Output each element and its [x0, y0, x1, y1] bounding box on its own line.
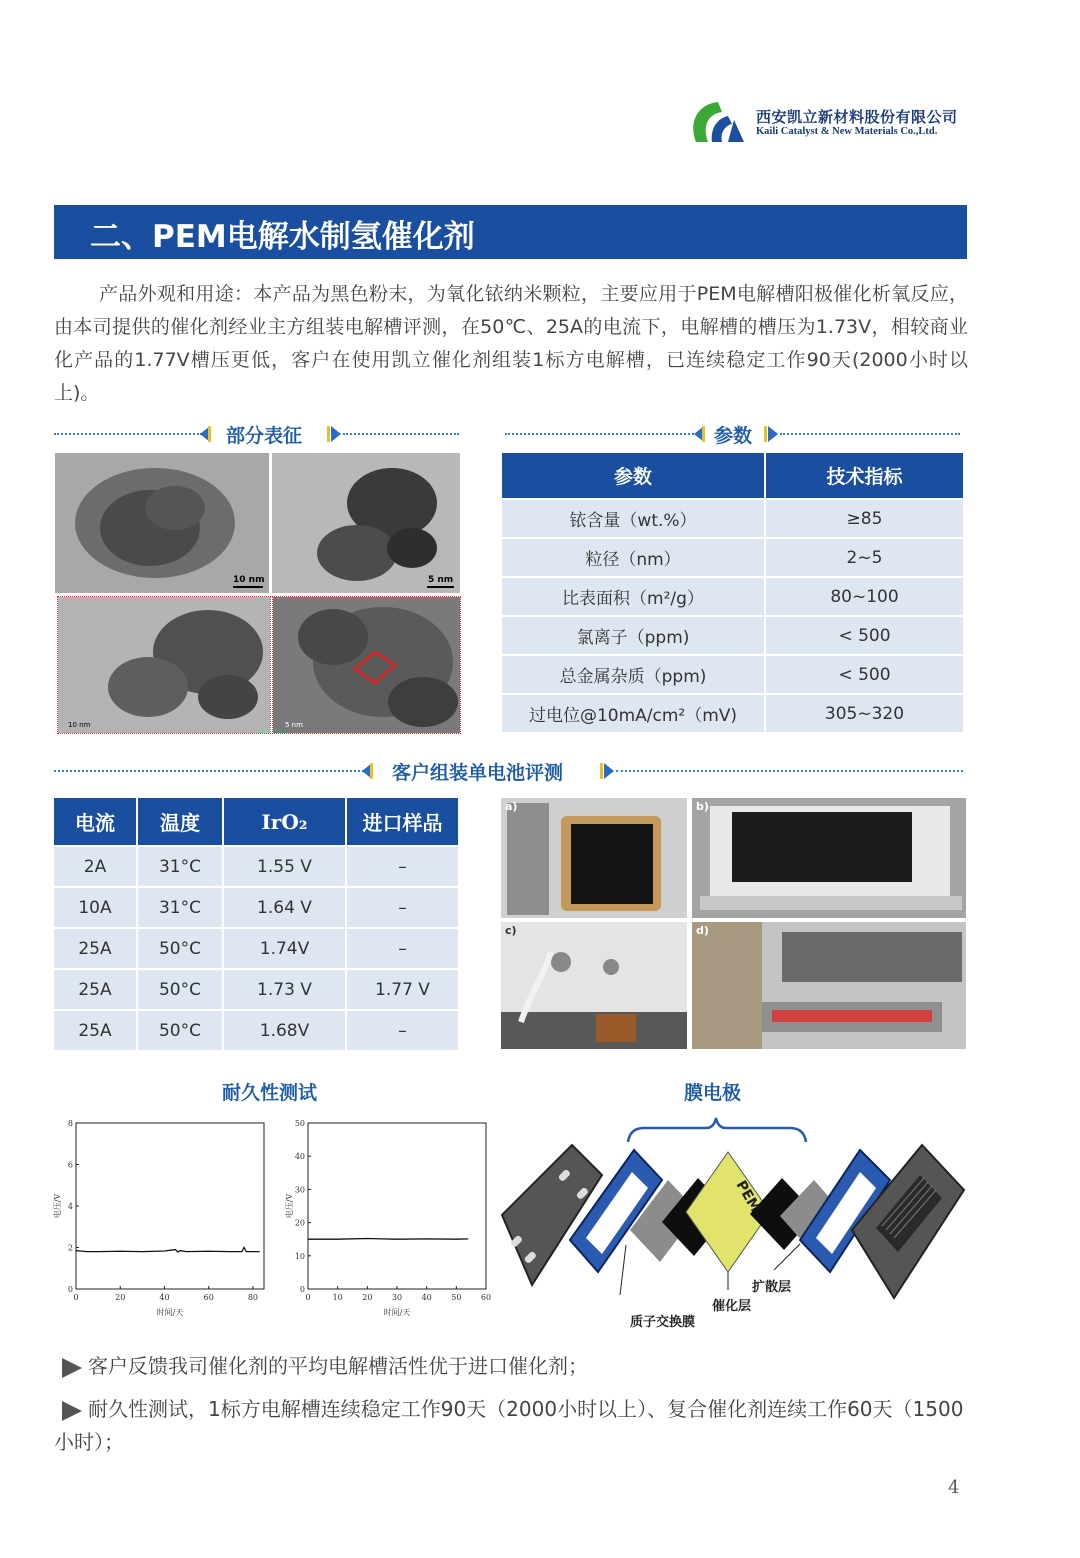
param-name: 总金属杂质（ppm): [502, 656, 764, 693]
y-tick-label: 0: [67, 1285, 73, 1294]
table-row: [54, 888, 458, 927]
parameter-table: [500, 451, 965, 734]
x-tick-label: 0: [73, 1293, 79, 1302]
cell: 1.68V: [224, 1011, 345, 1050]
cell: 50°C: [138, 929, 222, 968]
header-spec: 技术指标: [766, 453, 963, 498]
x-tick-label: 80: [247, 1293, 259, 1302]
photo-label: c): [505, 924, 517, 937]
accent-bar: [600, 763, 603, 779]
x-tick-label: 40: [421, 1293, 432, 1302]
divider-line: [54, 770, 364, 772]
y-tick-label: 10: [294, 1251, 305, 1261]
param-value: 305~320: [766, 695, 963, 732]
x-tick-label: 50: [451, 1293, 462, 1302]
photo-d: [692, 922, 966, 1049]
bullet-text: 客户反馈我司催化剂的平均电解槽活性优于进口催化剂；: [88, 1354, 588, 1378]
divider-line: [780, 433, 960, 435]
cell: 1.64 V: [224, 888, 345, 927]
cell: 10A: [54, 888, 136, 927]
param-value: < 500: [766, 617, 963, 654]
table-row: [54, 970, 458, 1009]
y-axis-label: 电压/V: [53, 1193, 62, 1219]
cell: 25A: [54, 929, 136, 968]
catalyst-label: 催化层: [712, 1299, 752, 1314]
x-tick-label: 20: [362, 1293, 373, 1302]
y-tick-label: 8: [67, 1119, 73, 1128]
cell: 31°C: [138, 888, 222, 927]
header-parameter: 参数: [502, 453, 764, 498]
x-tick-label: 0: [305, 1293, 311, 1302]
y-tick-label: 50: [294, 1119, 305, 1128]
bullet-item: [54, 1393, 968, 1459]
section-title-parameters: 参数: [714, 425, 753, 447]
photo-label: a): [505, 800, 518, 813]
table-row: [502, 656, 963, 693]
tem-image-3: [57, 596, 271, 734]
section-title-characterization: 部分表征: [226, 425, 303, 447]
param-value: < 500: [766, 656, 963, 693]
membrane-label: 质子交换膜: [630, 1315, 696, 1330]
divider-line: [54, 433, 202, 435]
x-tick-label: 60: [480, 1293, 492, 1302]
header-temperature: 温度: [138, 798, 222, 845]
divider-line: [505, 433, 697, 435]
photo-label: b): [696, 800, 709, 813]
param-name: 过电位@10mA/cm²（mV): [502, 695, 764, 732]
x-tick-label: 30: [391, 1293, 403, 1302]
section-title-customer-eval: 客户组装单电池评测: [392, 762, 564, 784]
x-tick-label: 60: [203, 1293, 214, 1302]
y-tick-label: 0: [299, 1285, 305, 1294]
cell: 1.77 V: [347, 970, 458, 1009]
table-row: [502, 578, 963, 615]
cell: –: [347, 929, 458, 968]
divider-line: [616, 770, 963, 772]
table-row: [502, 695, 963, 732]
company-name-en: Kaili Catalyst & New Materials Co.,Ltd.: [756, 126, 938, 137]
section-title-durability: 耐久性测试: [222, 1082, 318, 1104]
arrow-bullet-icon: [62, 1401, 82, 1421]
cell: –: [347, 847, 458, 886]
section-title-mea: 膜电极: [684, 1082, 742, 1104]
cell: 25A: [54, 1011, 136, 1050]
cell: 31°C: [138, 847, 222, 886]
bullet-item: [54, 1350, 968, 1383]
pem-label: PEM: [732, 1178, 764, 1216]
photo-label: d): [696, 924, 709, 937]
bullet-text: 耐久性测试，1标方电解槽连续稳定工作90天（2000小时以上）、复合催化剂连续工作60天（1500小时）；: [54, 1397, 964, 1454]
kaili-logo-icon: [688, 100, 746, 144]
bracket-line: [628, 1118, 806, 1142]
scale-label: 10 nm: [233, 575, 265, 585]
mea-diagram: [498, 1120, 968, 1335]
cell: 1.74V: [224, 929, 345, 968]
cell: 1.55 V: [224, 847, 345, 886]
y-tick-label: 4: [67, 1202, 73, 1211]
photo-a: [501, 798, 687, 918]
intro-paragraph: 产品外观和用途：本产品为黑色粉末，为氧化铱纳米颗粒，主要应用于PEM电解槽阳极催化析氧反应，由本司提供的催化剂经业主方组装电解槽评测，在50℃、25A的电流下，电解槽的槽压为1.73V，相较商业化产品的1.77V槽压更低，客户在使用凯立催化剂组装1标方电解槽，已连续稳定工作90天(2000小时以上)。: [54, 283, 968, 404]
accent-bar: [370, 763, 373, 779]
page-number: 4: [948, 1477, 960, 1498]
y-tick-label: 40: [294, 1152, 305, 1162]
table-row: [502, 539, 963, 576]
x-axis-label: 时间/天: [156, 1308, 184, 1317]
table-row: [502, 617, 963, 654]
param-name: 比表面积（m²/g）: [502, 578, 764, 615]
x-tick-label: 10: [332, 1293, 343, 1302]
photo-b: [692, 798, 966, 918]
accent-bar: [208, 426, 211, 442]
series-line: [76, 1248, 260, 1253]
param-name: 氯离子（ppm): [502, 617, 764, 654]
cell: –: [347, 888, 458, 927]
y-tick-label: 6: [67, 1160, 73, 1170]
tem-image-2: [272, 453, 460, 593]
y-axis-label: 电压/V: [285, 1193, 294, 1219]
scale-label: 5 nm: [285, 721, 303, 729]
plot-frame: [76, 1123, 264, 1289]
triangle-right-icon: [331, 426, 341, 442]
param-name: 粒径（nm）: [502, 539, 764, 576]
arrow-bullet-icon: [62, 1358, 82, 1378]
x-tick-label: 20: [115, 1293, 126, 1302]
table-row: [502, 500, 963, 537]
x-axis-label: 时间/天: [383, 1308, 411, 1317]
param-value: ≥85: [766, 500, 963, 537]
diffusion-label: 扩散层: [752, 1280, 792, 1295]
scale-label: 5 nm: [428, 575, 454, 585]
cell: 50°C: [138, 970, 222, 1009]
durability-chart-1: [53, 1115, 270, 1325]
company-name-cn: 西安凯立新材料股份有限公司: [756, 108, 958, 126]
cell-test-table: [52, 796, 460, 1052]
series-line: [308, 1239, 468, 1240]
cell: 50°C: [138, 1011, 222, 1050]
table-row: [54, 847, 458, 886]
header-imported: 进口样品: [347, 798, 458, 845]
triangle-right-icon: [768, 426, 778, 442]
tem-image-4: [272, 596, 461, 734]
y-tick-label: 2: [67, 1243, 73, 1253]
banner-title: 二、PEM电解水制氢催化剂: [90, 219, 475, 255]
table-row: [54, 929, 458, 968]
triangle-right-icon: [604, 763, 614, 779]
cell: 2A: [54, 847, 136, 886]
cell: 25A: [54, 970, 136, 1009]
accent-bar: [764, 426, 767, 442]
photo-c: [501, 922, 687, 1049]
cell: 1.73 V: [224, 970, 345, 1009]
param-value: 80~100: [766, 578, 963, 615]
durability-chart-2: [280, 1115, 490, 1325]
table-row: [54, 1011, 458, 1050]
tem-image-1: [55, 453, 269, 593]
header-iro2: IrO₂: [224, 798, 345, 845]
accent-bar: [327, 426, 330, 442]
accent-bar: [702, 426, 705, 442]
plot-frame: [308, 1123, 486, 1289]
y-tick-label: 30: [294, 1185, 305, 1195]
header-current: 电流: [54, 798, 136, 845]
x-tick-label: 40: [159, 1293, 170, 1302]
cell: –: [347, 1011, 458, 1050]
divider-line: [343, 433, 459, 435]
param-name: 铱含量（wt.%）: [502, 500, 764, 537]
param-value: 2~5: [766, 539, 963, 576]
scale-label: 10 nm: [68, 721, 91, 729]
y-tick-label: 20: [294, 1218, 305, 1228]
